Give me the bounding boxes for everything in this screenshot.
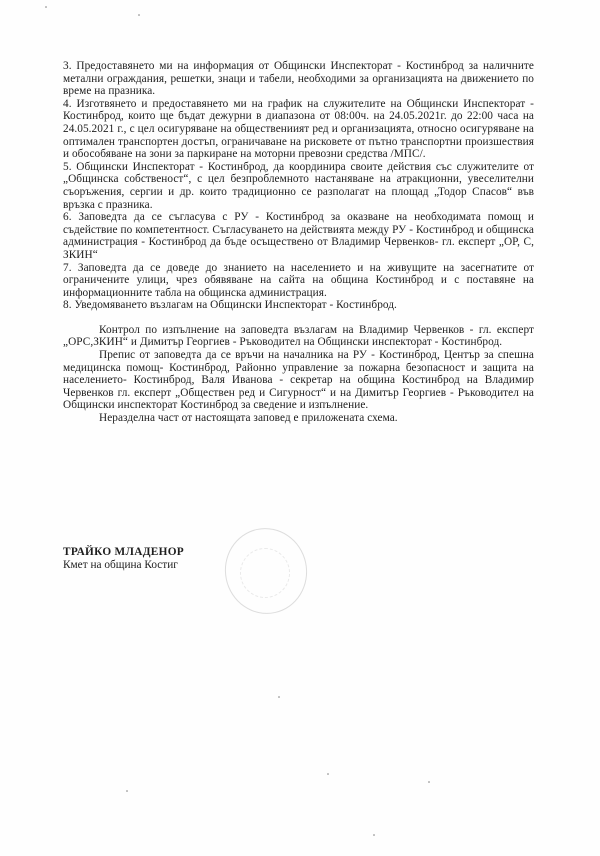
official-stamp-inner-ring: [240, 548, 290, 598]
signatory-title: Кмет на община Костиг: [63, 559, 178, 571]
scan-speck: [126, 790, 128, 792]
spacer: [63, 312, 534, 324]
list-item-6: 6. Заповедта да се съгласува с РУ - Костинброд за оказване на необходимата помощ и съдействие по компетентност. Съгласуването на действията между РУ - Костинброд и общинска администрация - Костинброд да бъде осъществено от Владимир Червенков- гл. експерт „ОР, С, ЗКИН“: [63, 211, 534, 261]
list-item-4: 4. Изготвянето и предоставянето ми на график на служителите на Общински Инспекторат - Костинброд, които ще бъдат дежурни в диапазона от 08:00ч. на 24.05.2021г. до 22:00 часа на 24.05.2021 г., с цел осигуряване на обществениият ред и организацията, относно осигуряване на оптимален транспортен достъп, ограничаване на рисковете от пътно транспортни произшествия и обособяване на зони за паркиране на моторни превозни средства /МПС/.: [63, 97, 534, 161]
scan-speck: [327, 773, 329, 775]
scan-speck: [373, 834, 375, 836]
scan-speck: [138, 14, 140, 16]
list-item-3: 3. Предоставянето ми на информация от Общински Инспекторат - Костинброд за наличните метални ограждания, решетки, знаци и табели, необходими за организацията на движението по време на празника.: [63, 60, 534, 98]
list-item-5: 5. Общински Инспекторат - Костинброд, да координира своите действия със служителите от „Общинска собственост“, с цел безпроблемното настаняване на атракционни, увеселителни съоръжения, сергии и др. които традиционно се разполагат на площад „Тодор Спасов“ във връзка с празника.: [63, 160, 534, 211]
signatory-name: ТРАЙКО МЛАДЕНОР: [63, 546, 184, 558]
scan-speck: [278, 696, 280, 698]
list-item-8: 8. Уведомяването възлагам на Общински Инспекторат - Костинброд.: [63, 299, 397, 312]
signature-block: [63, 546, 184, 572]
copy-distribution-paragraph: Препис от заповедта да се връчи на началника на РУ - Костинброд, Център за спешна медицинска помощ- Костинброд, Районно управление за пожарна безопасност и защита на населението- Костинброд, Валя Иванова - секретар на община Костинброд на Владимир Червенков гл. експерт „Обществен ред и Сигурност“ и на Димитър Георгиев - Ръководител на Общински инспекторат Костинброд за сведение и изпълнение.: [63, 349, 534, 412]
document-body: [63, 60, 534, 425]
scan-speck: [428, 781, 430, 783]
scan-speck: [45, 6, 47, 8]
list-item-7: 7. Заповедта да се доведе до знанието на населението и на живущите на засегнатите от ограничените улици, чрез обявяване на сайта на община Костинброд и с поставяне на информационните табла на общинска администрация.: [63, 261, 534, 299]
attachment-note-paragraph: Неразделна част от настоящата заповед е приложената схема.: [99, 412, 398, 425]
control-paragraph: Контрол по изпълнение на заповедта възлагам на Владимир Червенков - гл. експерт „ОРС,ЗКИН“ и Димитър Георгиев - Ръководител на Общински инспекторат - Костинброд.: [63, 323, 534, 349]
